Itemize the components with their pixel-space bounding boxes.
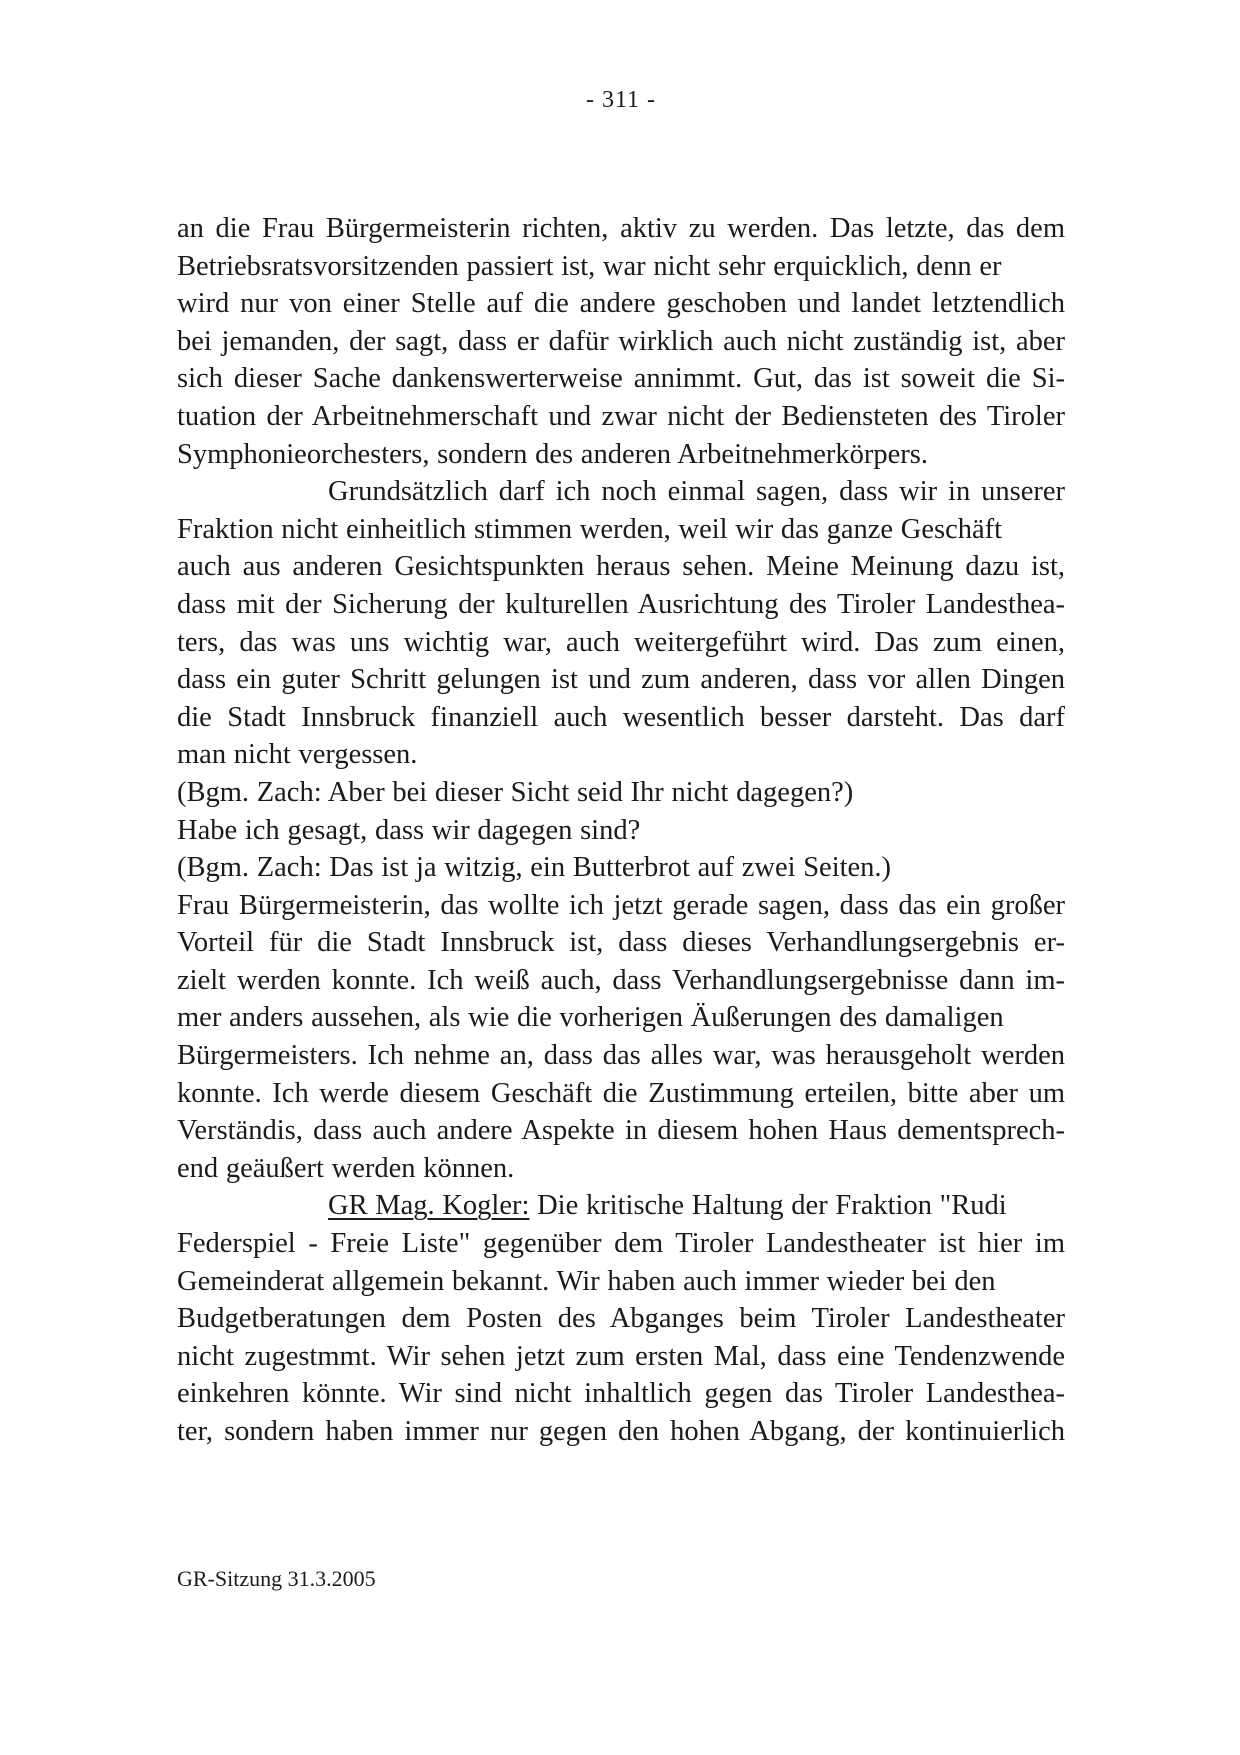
text-line: (Bgm. Zach: Aber bei dieser Sicht seid Ihr nicht dagegen?) (177, 776, 854, 808)
text-line: nicht zugestmmt. Wir sehen jetzt zum ersten Mal, dass eine Tendenzwende (177, 1340, 1065, 1372)
text-line: Federspiel - Freie Liste" gegenüber dem Tiroler Landestheater ist hier im (177, 1228, 1065, 1260)
line-text: Die kritische Haltung der Fraktion "Rudi (529, 1190, 1007, 1222)
text-line: ter, sondern haben immer nur gegen den hohen Abgang, der kontinuierlich (177, 1416, 1065, 1447)
text-line: wird nur von einer Stelle auf die andere geschoben und landet letztendlich (177, 288, 1065, 320)
speaker-name: GR Mag. Kogler: (328, 1190, 530, 1222)
text-line: man nicht vergessen. (177, 739, 418, 771)
text-line: ters, das was uns wichtig war, auch weitergeführt wird. Das zum einen, (177, 626, 1065, 658)
text-line: Symphonieorchesters, sondern des anderen Arbeitnehmerkörpers. (177, 438, 928, 470)
text-line: Verständis, dass auch andere Aspekte in diesem hohen Haus dementsprech- (177, 1115, 1065, 1147)
text-line: Frau Bürgermeisterin, das wollte ich jetzt gerade sagen, dass das ein großer (177, 889, 1065, 921)
text-line: bei jemanden, der sagt, dass er dafür wirklich auch nicht zuständig ist, aber (177, 325, 1065, 357)
footer-session-label: GR-Sitzung 31.3.2005 (177, 1566, 376, 1591)
text-line: sich dieser Sache dankenswerterweise annimmt. Gut, das ist soweit die Si- (177, 363, 1065, 395)
text-line: Betriebsratsvorsitzenden passiert ist, war nicht sehr erquicklich, denn er (177, 250, 1002, 282)
text-line: Bürgermeisters. Ich nehme an, dass das alles war, was herausgeholt werden (177, 1040, 1065, 1072)
text-line: einkehren könnte. Wir sind nicht inhaltlich gegen das Tiroler Landesthea- (177, 1378, 1065, 1410)
text-line: Habe ich gesagt, dass wir dagegen sind? (177, 814, 641, 846)
text-line: Vorteil für die Stadt Innsbruck ist, dass dieses Verhandlungsergebnis er- (177, 927, 1065, 959)
text-line: dass mit der Sicherung der kulturellen Ausrichtung des Tiroler Landesthea- (177, 588, 1065, 620)
text-line: Grundsätzlich darf ich noch einmal sagen, dass wir in unserer (328, 476, 1065, 508)
text-line: end geäußert werden können. (177, 1152, 515, 1184)
body-text (177, 210, 1065, 1451)
text-line: an die Frau Bürgermeisterin richten, aktiv zu werden. Das letzte, das dem (177, 213, 1065, 244)
text-line: Fraktion nicht einheitlich stimmen werden, weil wir das ganze Geschäft (177, 513, 1003, 545)
text-line: konnte. Ich werde diesem Geschäft die Zustimmung erteilen, bitte aber um (177, 1077, 1065, 1109)
text-line: (Bgm. Zach: Das ist ja witzig, ein Butterbrot auf zwei Seiten.) (177, 852, 892, 884)
text-line: Gemeinderat allgemein bekannt. Wir haben auch immer wieder bei den (177, 1265, 996, 1297)
text-line: auch aus anderen Gesichtspunkten heraus sehen. Meine Meinung dazu ist, (177, 551, 1065, 583)
text-line (177, 1187, 1065, 1225)
page-number: - 311 - (585, 87, 657, 113)
text-line: tuation der Arbeitnehmerschaft und zwar nicht der Bediensteten des Tiroler (177, 400, 1065, 432)
text-line: zielt werden konnte. Ich weiß auch, dass Verhandlungsergebnisse dann im- (177, 964, 1065, 996)
text-line: mer anders aussehen, als wie die vorherigen Äußerungen des damaligen (177, 1002, 1004, 1034)
text-line: die Stadt Innsbruck finanziell auch wesentlich besser darsteht. Das darf (177, 701, 1065, 733)
text-line: Budgetberatungen dem Posten des Abganges beim Tiroler Landestheater (177, 1303, 1065, 1335)
text-line: dass ein guter Schritt gelungen ist und zum anderen, dass vor allen Dingen (177, 664, 1065, 696)
